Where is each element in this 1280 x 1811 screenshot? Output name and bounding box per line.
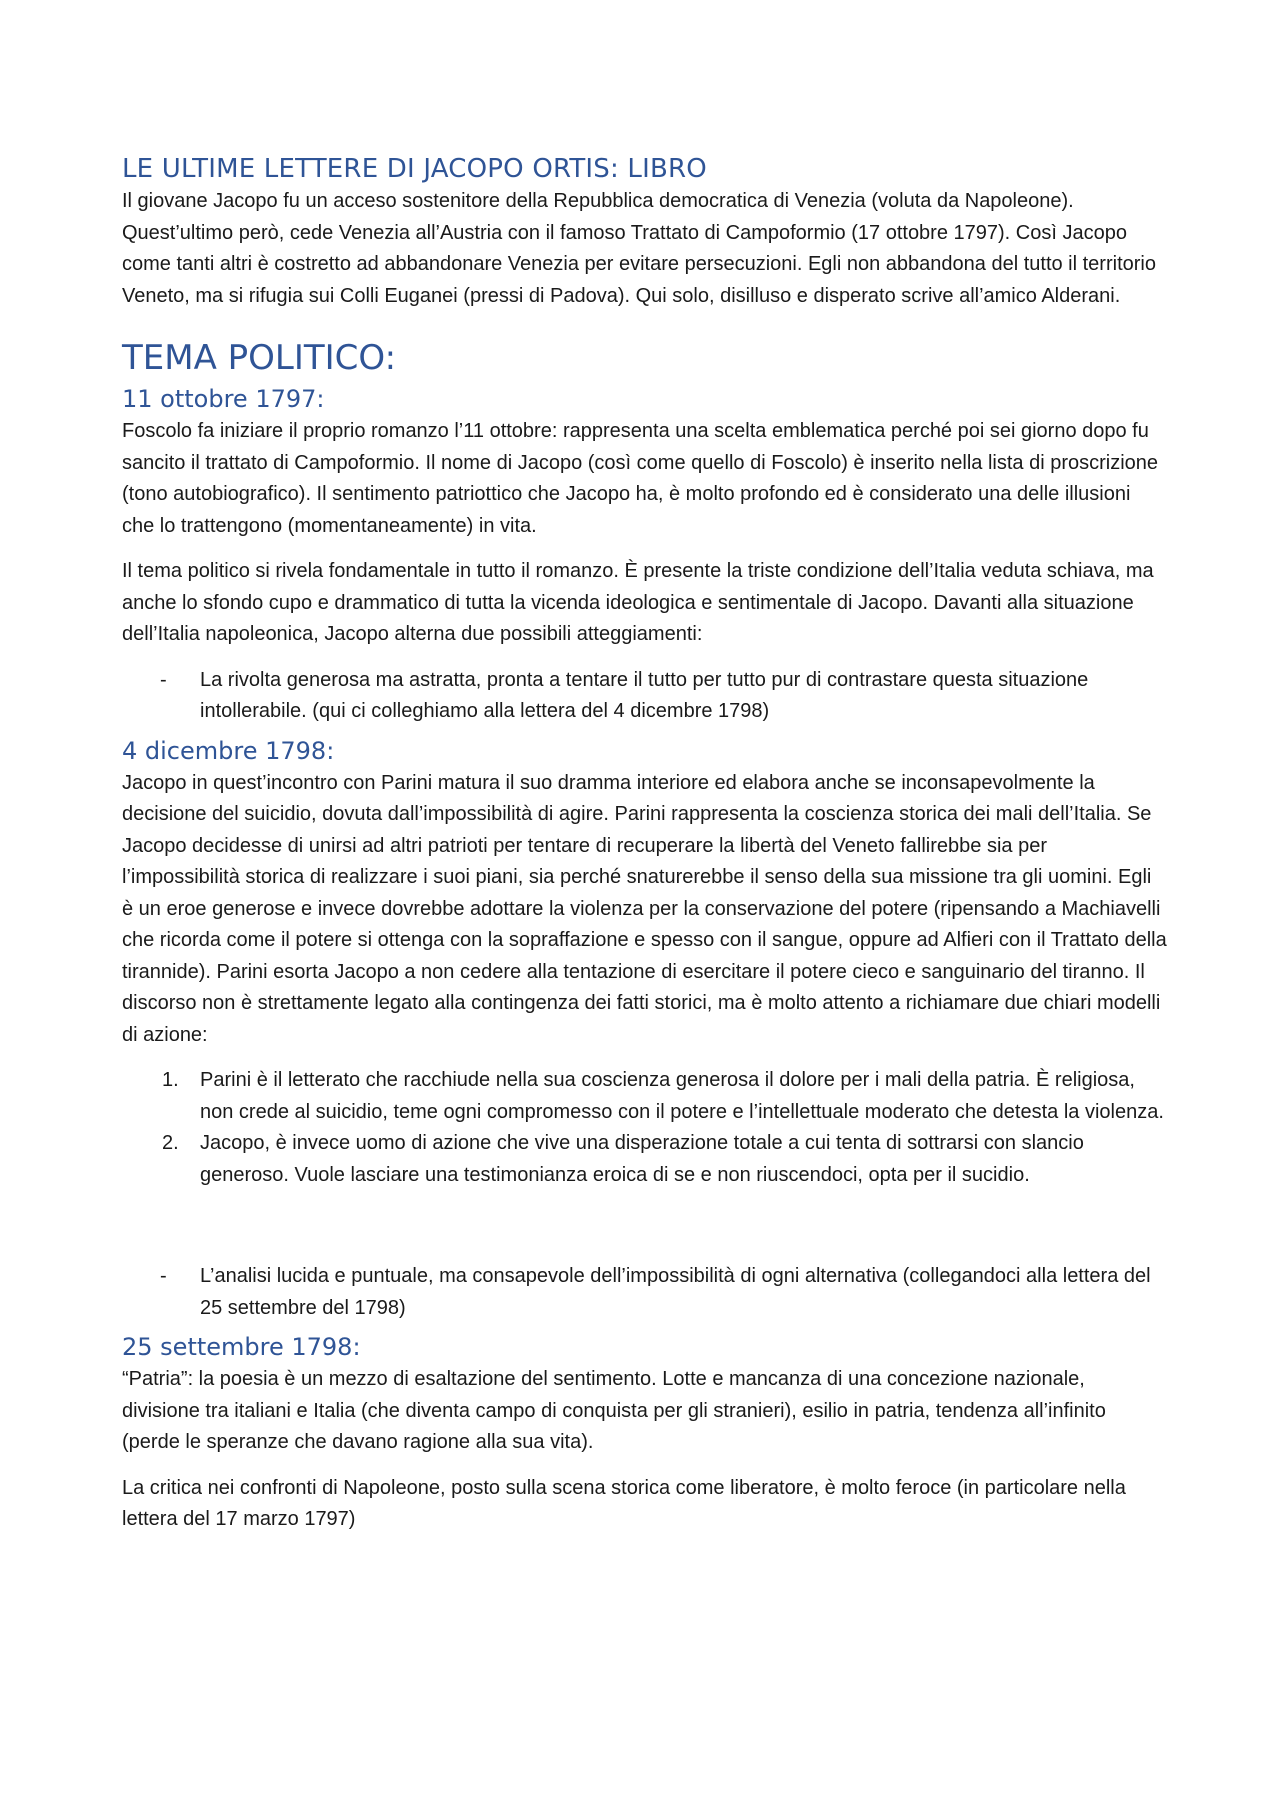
paragraph-11-ottobre-1: Foscolo fa iniziare il proprio romanzo l’11 ottobre: rappresenta una scelta emblematica perché poi sei giorno dopo fu sancito il trattato di Campoformio. Il nome di Jacopo (così come quello di Foscolo) è inserito nella lista di proscrizione (tono autobiografico). Il sentimento patriottico che Jacopo ha, è molto profondo ed è considerato una delle illusioni che lo trattengono (momentaneamente) in vita. <box>122 420 1159 537</box>
list-number: 1. <box>162 1069 179 1091</box>
intro-paragraph: Il giovane Jacopo fu un acceso sostenitore della Repubblica democratica di Venezia (voluta da Napoleone). Quest’ultimo però, cede Venezia all’Austria con il famoso Trattato di Campoformio (17 ottobre 1797). Così Jacopo come tanti altri è costretto ad abbandonare Venezia per evitare persecuzioni. Egli non abbandona del tutto il territorio Veneto, ma si rifugia sui Colli Euganei (pressi di Padova). Qui solo, disilluso e disperato scrive all’amico Alderani. <box>122 190 1156 307</box>
bullet-marker: - <box>160 668 167 691</box>
section-title: TEMA POLITICO: <box>122 338 397 378</box>
heading-4-dicembre: 4 dicembre 1798: <box>122 736 335 765</box>
heading-11-ottobre: 11 ottobre 1797: <box>122 385 325 413</box>
list-item-text: Parini è il letterato che racchiude nella sua coscienza generosa il dolore per i mali della patria. È religiosa, non crede al suicidio, teme ogni compromesso con il potere e l’intellettuale moderato che detesta la violenza. <box>200 1069 1164 1123</box>
heading-25-settembre: 25 settembre 1798: <box>122 1333 361 1361</box>
list-item <box>122 1065 1167 1128</box>
numbered-list <box>122 1065 1167 1191</box>
paragraph-25-settembre-1: “Patria”: la poesia è un mezzo di esaltazione del sentimento. Lotte e mancanza di una concezione nazionale, divisione tra italiani e Italia (che diventa campo di conquista per gli stranieri), esilio in patria, tendenza all’infinito (perde le speranze che davano ragione alla sua vita). <box>122 1368 1106 1453</box>
bullet-list-2 <box>122 1261 1167 1324</box>
list-item-text: La rivolta generosa ma astratta, pronta a tentare il tutto per tutto pur di contrastare questa situazione intollerabile. (qui ci colleghiamo alla lettera del 4 dicembre 1798) <box>200 668 1089 722</box>
bullet-marker: - <box>160 1265 167 1287</box>
blank-space <box>122 1199 1167 1261</box>
document-title: LE ULTIME LETTERE DI JACOPO ORTIS: LIBRO <box>122 154 707 184</box>
list-item-text: L’analisi lucida e puntuale, ma consapevole dell’impossibilità di ogni alternativa (collegandoci alla lettera del 25 settembre del 1798) <box>200 1265 1151 1319</box>
list-item-text: Jacopo, è invece uomo di azione che vive una disperazione totale a cui tenta di sottrarsi con slancio generoso. Vuole lasciare una testimonianza eroica di se e non riuscendoci, opta per il sucidio. <box>200 1132 1084 1186</box>
list-item <box>122 665 1167 728</box>
paragraph-25-settembre-2: La critica nei confronti di Napoleone, posto sulla scena storica come liberatore, è molto feroce (in particolare nella lettera del 17 marzo 1797) <box>122 1476 1126 1530</box>
bullet-list-1 <box>122 665 1167 728</box>
paragraph-4-dicembre: Jacopo in quest’incontro con Parini matura il suo dramma interiore ed elabora anche se inconsapevolmente la decisione del suicidio, dovuta dall’impossibilità di agire. Parini rappresenta la coscienza storica dei mali dell’Italia. Se Jacopo decidesse di unirsi ad altri patrioti per tentare di recuperare la libertà del Veneto fallirebbe sia per l’impossibilità storica di realizzare i suoi piani, sia perché snaturerebbe il senso della sua missione tra gli uomini. Egli è un eroe generose e invece dovrebbe adottare la violenza per la conservazione del potere (ripensando a Machiavelli che ricorda come il potere si ottenga con la sopraffazione e spesso con il sangue, oppure ad Alfieri con il Trattato della tirannide). Parini esorta Jacopo a non cedere alla tentazione di esercitare il potere cieco e sanguinario del tiranno. Il discorso non è strettamente legato alla contingenza dei fatti storici, ma è molto attento a richiamare due chiari modelli di azione: <box>122 771 1167 1046</box>
list-number: 2. <box>162 1132 179 1154</box>
list-item <box>122 1261 1167 1324</box>
paragraph-11-ottobre-2: Il tema politico si rivela fondamentale in tutto il romanzo. È presente la triste condizione dell’Italia veduta schiava, ma anche lo sfondo cupo e drammatico di tutta la vicenda ideologica e sentimentale di Jacopo. Davanti alla situazione dell’Italia napoleonica, Jacopo alterna due possibili atteggiamenti: <box>122 560 1154 645</box>
document-body <box>122 152 1167 1550</box>
list-item <box>122 1128 1167 1191</box>
